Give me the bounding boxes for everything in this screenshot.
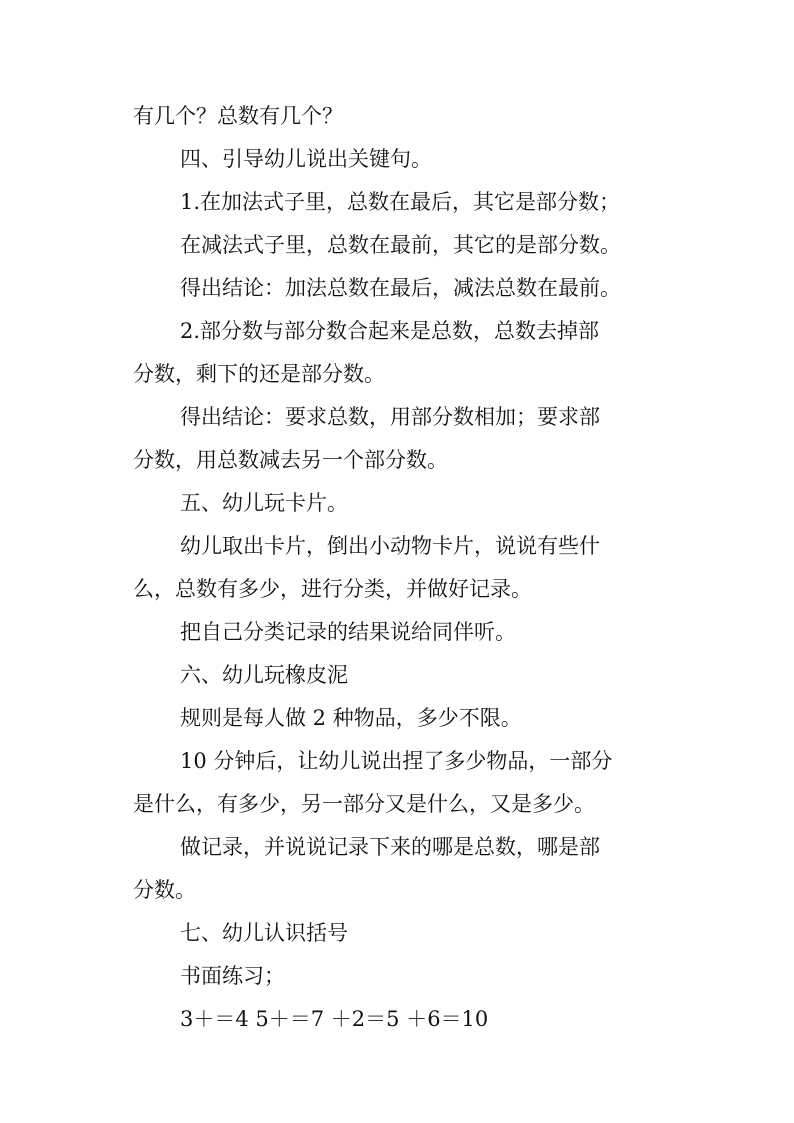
text-line: 分数。 [133,878,196,902]
text-line: 2.部分数与部分数合起来是总数，总数去掉部 [180,319,600,343]
text-line: 做记录，并说说记录下来的哪是总数，哪是部 [180,835,600,859]
section-heading: 七、幼儿认识括号 [180,921,348,945]
section-heading: 五、幼儿玩卡片。 [180,491,348,515]
text-line: 分数，用总数减去另一个部分数。 [133,448,448,472]
text-line: 得出结论：加法总数在最后，减法总数在最前。 [180,276,621,300]
math-exercise: 3＋＝4 5＋＝7 ＋2＝5 ＋6＝10 [180,1007,489,1031]
text-line: 得出结论：要求总数，用部分数相加；要求部 [180,405,600,429]
text-line: 么，总数有多少，进行分类，并做好记录。 [133,577,532,601]
text-line: 10 分钟后，让幼儿说出捏了多少物品，一部分 [180,749,613,773]
text-line: 规则是每人做 2 种物品，多少不限。 [180,706,522,730]
section-heading: 四、引导幼儿说出关键句。 [180,147,432,171]
text-line: 把自己分类记录的结果说给同伴听。 [180,620,516,644]
text-line: 分数，剩下的还是部分数。 [133,362,385,386]
text-line: 1.在加法式子里，总数在最后，其它是部分数； [180,190,621,214]
text-line: 书面练习； [180,964,285,988]
text-line: 幼儿取出卡片，倒出小动物卡片，说说有些什 [180,534,600,558]
section-heading: 六、幼儿玩橡皮泥 [180,663,348,687]
text-line: 是什么，有多少，另一部分又是什么，又是多少。 [133,792,595,816]
text-line: 在减法式子里，总数在最前，其它的是部分数。 [180,233,621,257]
text-line: 有几个？总数有几个？ [133,104,343,128]
